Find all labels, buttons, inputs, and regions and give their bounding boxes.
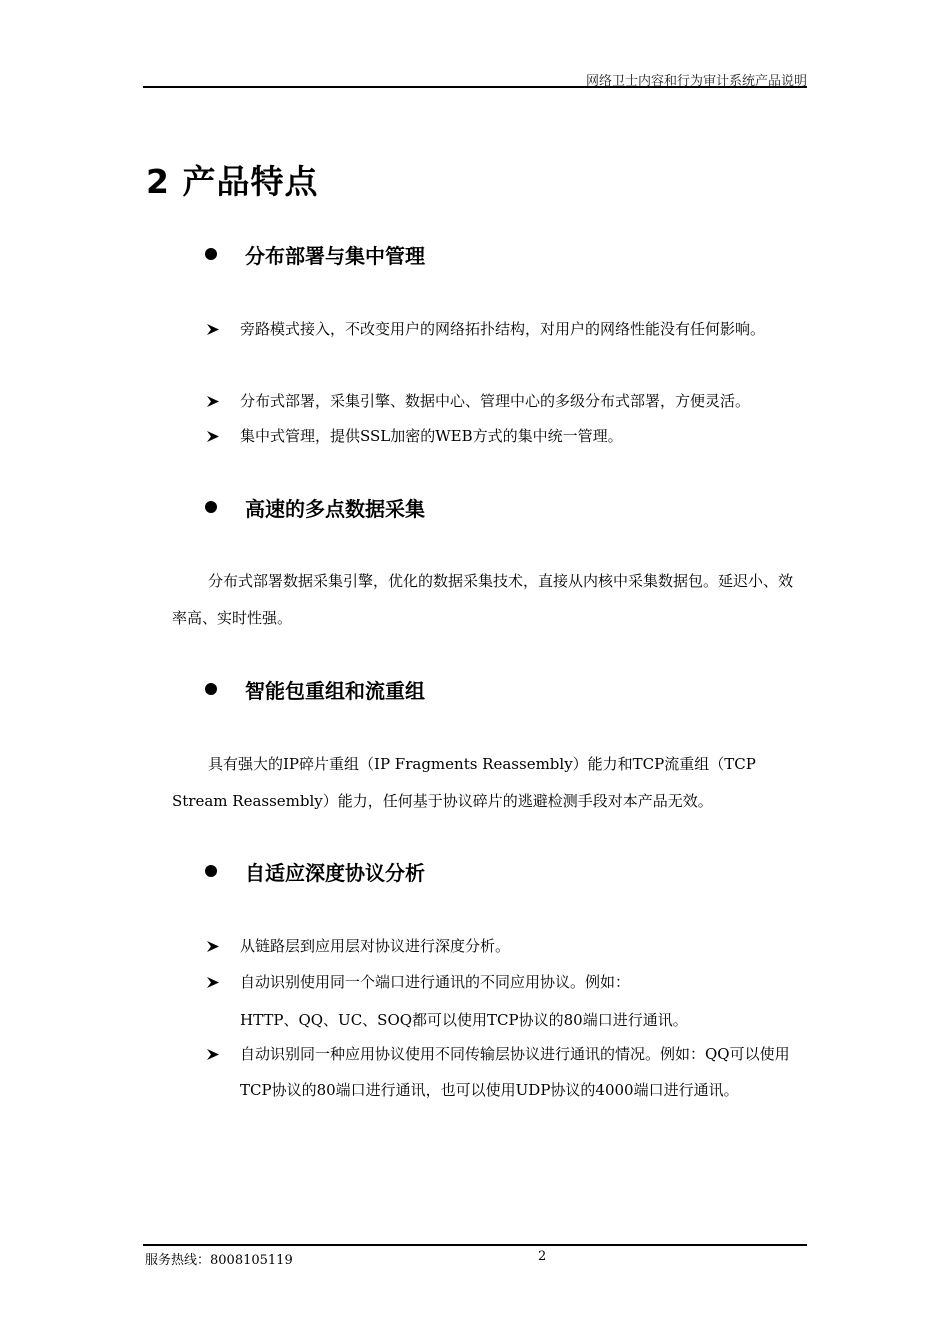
list-item [207, 418, 807, 454]
bullet-dot-icon [205, 683, 217, 695]
list-item [207, 311, 797, 347]
arrowhead-bullet-icon [207, 311, 221, 347]
chapter-title: 2 产品特点 [146, 162, 319, 201]
bullet-dot-icon [205, 865, 217, 877]
list-item [207, 964, 807, 1000]
arrowhead-bullet-icon [207, 383, 221, 419]
example-line: HTTP、QQ、UC、SOQ都可以使用TCP协议的80端口进行通讯。 [240, 1011, 688, 1029]
running-header: 网络卫士内容和行为审计系统产品说明 [585, 74, 807, 89]
section-heading-protocol-analysis [205, 857, 425, 886]
section-heading-text: 分布部署与集中管理 [245, 244, 425, 268]
list-item-text: 集中式管理，提供SSL加密的WEB方式的集中统一管理。 [240, 427, 623, 445]
list-item-text: 自动识别使用同一个端口进行通讯的不同应用协议。例如： [240, 973, 631, 991]
list-item-text: 自动识别同一种应用协议使用不同传输层协议进行通讯的情况。例如：QQ可以使用TCP协议的80端口进行通讯，也可以使用UDP协议的4000端口进行通讯。 [240, 1045, 790, 1099]
section-heading-text: 自适应深度协议分析 [245, 861, 425, 885]
section-paragraph: 分布式部署数据采集引擎，优化的数据采集技术，直接从内核中采集数据包。延迟小、效率高、实时性强。 [172, 572, 794, 627]
list-item [207, 1036, 807, 1108]
arrowhead-bullet-icon [207, 418, 221, 454]
section-heading-text: 智能包重组和流重组 [245, 679, 425, 703]
bullet-dot-icon [205, 501, 217, 513]
arrowhead-bullet-icon [207, 1036, 221, 1072]
footer-rule [143, 1244, 807, 1246]
arrowhead-bullet-icon [207, 964, 221, 1000]
section-heading-text: 高速的多点数据采集 [245, 497, 425, 521]
bullet-dot-icon [205, 248, 217, 260]
list-item [207, 383, 807, 419]
section-heading-distributed [205, 240, 425, 269]
list-item-text: 旁路模式接入，不改变用户的网络拓扑结构，对用户的网络性能没有任何影响。 [240, 320, 766, 338]
list-item-text: 分布式部署，采集引擎、数据中心、管理中心的多级分布式部署，方便灵活。 [240, 392, 751, 410]
list-item-text: 从链路层到应用层对协议进行深度分析。 [240, 937, 511, 955]
section-heading-reassembly [205, 675, 425, 704]
section-paragraph: 具有强大的IP碎片重组（IP Fragments Reassembly）能力和TCP流重组（TCP Stream Reassembly）能力，任何基于协议碎片的逃避检测手段对本产品无效。 [172, 755, 756, 810]
list-item [207, 928, 807, 964]
page-number: 2 [538, 1249, 547, 1264]
arrowhead-bullet-icon [207, 928, 221, 964]
header-rule [143, 86, 807, 88]
section-heading-data-collection [205, 493, 425, 522]
footer-hotline: 服务热线：8008105119 [145, 1253, 293, 1268]
